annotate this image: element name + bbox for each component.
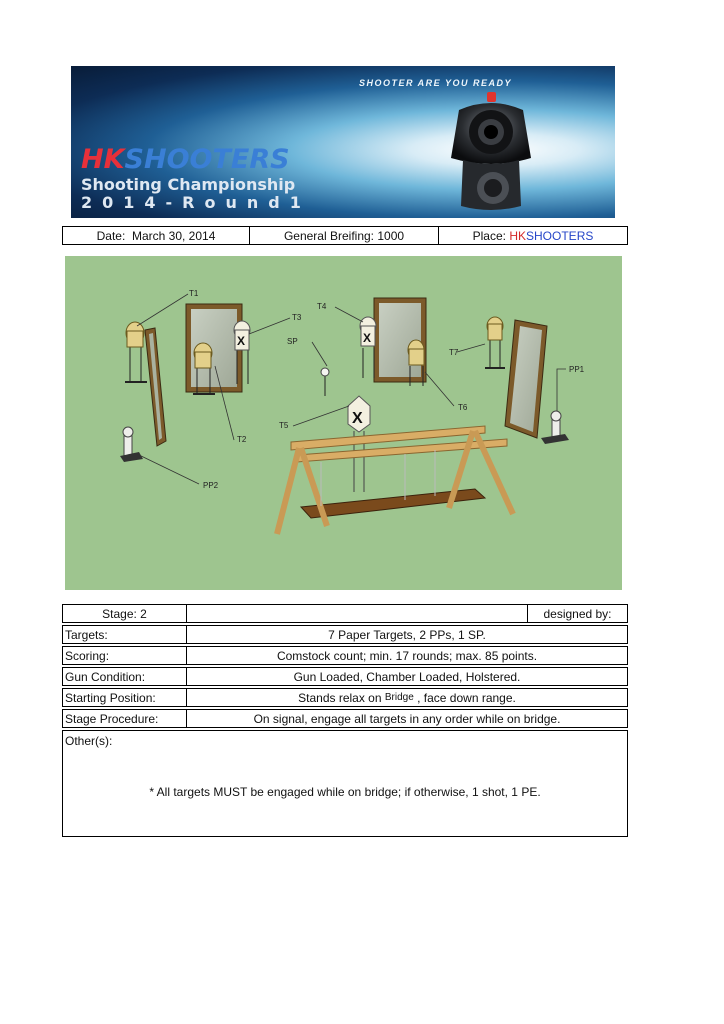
others-row <box>62 730 628 837</box>
target-t7 <box>485 317 505 368</box>
starting-position-value: Stands relax on Bridge , face down range. <box>298 690 516 705</box>
date-cell: Date: March 30, 2014 <box>63 227 250 244</box>
designed-by: designed by: <box>543 606 612 621</box>
label-pp2: PP2 <box>203 481 219 490</box>
starting-position-row <box>62 688 628 707</box>
targets-label: Targets: <box>63 626 187 643</box>
bridge <box>277 426 513 534</box>
gun-condition-label: Gun Condition: <box>63 668 187 685</box>
banner-round: 2014-Round1 <box>81 193 311 212</box>
label-t6: T6 <box>458 403 468 412</box>
others-value: * All targets MUST be engaged while on bridge; if otherwise, 1 shot, 1 PE. <box>149 785 541 799</box>
label-pp1: PP1 <box>569 365 585 374</box>
others-label: Other(s): <box>65 734 113 748</box>
hkshooters-logo: HKSHOOTERS <box>81 144 290 175</box>
target-t1 <box>125 322 147 382</box>
label-t7: T7 <box>449 348 459 357</box>
steel-plate-sp <box>321 368 329 396</box>
event-info-row <box>62 226 628 245</box>
label-t5: T5 <box>279 421 289 430</box>
stage-title-cell <box>187 605 528 622</box>
popper-pp1 <box>541 411 569 444</box>
targets-value: 7 Paper Targets, 2 PPs, 1 SP. <box>328 627 486 642</box>
banner-tagline: SHOOTER ARE YOU READY <box>359 78 513 88</box>
svg-text:X: X <box>363 331 372 345</box>
pistol-muzzle-icon <box>401 88 581 218</box>
label-t1: T1 <box>189 289 199 298</box>
label-t3: T3 <box>292 313 302 322</box>
stage-procedure-row <box>62 709 628 728</box>
gun-condition-row <box>62 667 628 686</box>
stage-number: Stage: 2 <box>63 605 187 622</box>
gun-condition-value: Gun Loaded, Chamber Loaded, Holstered. <box>293 669 521 684</box>
stage-diagram <box>65 256 622 590</box>
targets-row <box>62 625 628 644</box>
label-t4: T4 <box>317 302 327 311</box>
briefing-cell: General Breifing: 1000 <box>250 227 439 244</box>
label-t2: T2 <box>237 435 247 444</box>
stage-procedure-label: Stage Procedure: <box>63 710 187 727</box>
stage-procedure-value: On signal, engage all targets in any order while on bridge. <box>253 711 561 726</box>
scoring-value: Comstock count; min. 17 rounds; max. 85 points. <box>276 648 538 663</box>
championship-banner <box>71 66 615 218</box>
scoring-label: Scoring: <box>63 647 187 664</box>
popper-pp2 <box>120 427 143 462</box>
banner-championship: Shooting Championship <box>81 175 296 194</box>
svg-text:X: X <box>237 334 246 348</box>
starting-position-label: Starting Position: <box>63 689 187 706</box>
stage-header-row <box>62 604 628 623</box>
place-cell: Place: HK SHOOTERS <box>472 228 594 243</box>
label-sp: SP <box>287 337 298 346</box>
svg-text:X: X <box>352 410 363 427</box>
scoring-row <box>62 646 628 665</box>
